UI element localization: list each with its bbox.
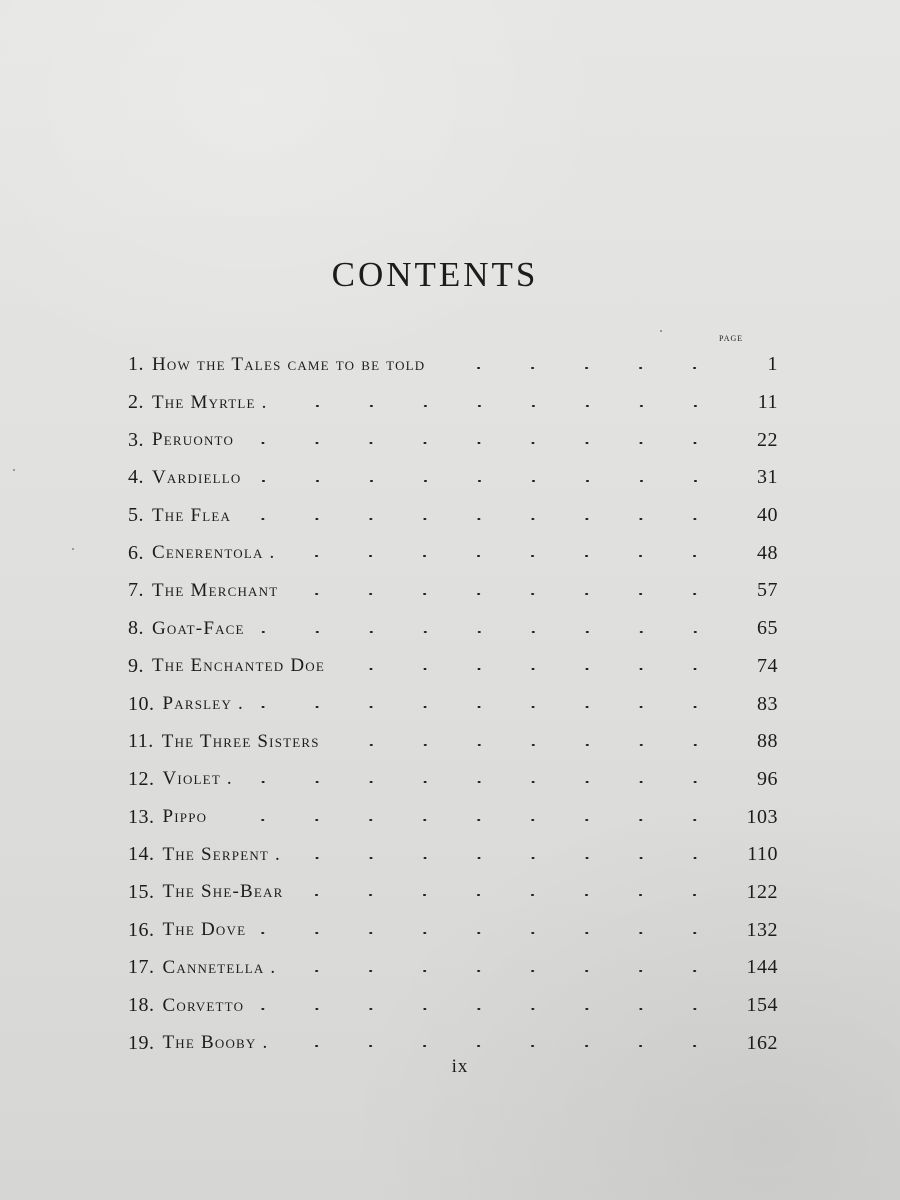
entry-number: 17. [128, 956, 155, 979]
entry-page: 154 [746, 994, 778, 1017]
entry-title: Violet . [162, 768, 233, 790]
entry-page: 122 [746, 880, 778, 903]
entry-page: 40 [757, 504, 778, 527]
entry-page: 22 [757, 428, 778, 451]
entry-page: 1 [767, 353, 778, 376]
entry-number: 2. [128, 391, 144, 414]
dot-leader [291, 857, 722, 859]
dot-leader [286, 970, 722, 972]
entry-title: Peruonto [152, 429, 235, 451]
entry-number: 8. [128, 617, 144, 640]
entry-page: 57 [757, 579, 778, 602]
paper-speck [660, 330, 662, 332]
entry-number: 7. [128, 579, 144, 602]
dot-leader [217, 819, 722, 821]
entry-number: 3. [128, 428, 144, 451]
entry-page: 11 [757, 391, 778, 414]
entry-page: 48 [757, 541, 778, 564]
entry-title: Goat-Face [152, 617, 245, 639]
dot-leader [335, 668, 722, 670]
dot-leader [254, 1008, 722, 1010]
entry-number: 1. [128, 353, 144, 376]
entry-number: 15. [128, 880, 155, 903]
entry-page: 31 [757, 466, 778, 489]
entry-number: 9. [128, 654, 144, 677]
entry-page: 74 [757, 654, 778, 677]
page-column-label: page [719, 332, 744, 344]
toc-entry-6 [128, 534, 778, 572]
dot-leader [254, 706, 722, 708]
paper-speck [13, 469, 15, 471]
dot-leader [435, 367, 722, 369]
dot-leader [256, 932, 722, 934]
toc-entry-16 [128, 911, 778, 949]
entry-number: 11. [128, 730, 154, 753]
toc-entry-18 [128, 987, 778, 1025]
toc-entry-17 [128, 949, 778, 987]
toc-entry-3 [128, 421, 778, 459]
entry-number: 12. [128, 767, 155, 790]
dot-leader [241, 518, 722, 520]
entry-number: 18. [128, 994, 155, 1017]
toc-entry-15 [128, 874, 778, 912]
entry-number: 4. [128, 466, 144, 489]
entry-page: 83 [757, 692, 778, 715]
entry-number: 16. [128, 918, 155, 941]
entry-number: 14. [128, 843, 155, 866]
toc-entry-13 [128, 798, 778, 836]
toc-entry-10 [128, 685, 778, 723]
entry-title: Cannetella . [162, 956, 277, 978]
toc-entry-9 [128, 648, 778, 686]
page-folio: ix [451, 1056, 469, 1077]
dot-leader [255, 631, 722, 633]
entry-page: 103 [746, 805, 778, 828]
entry-title: The Serpent . [162, 843, 281, 865]
entry-number: 6. [128, 541, 144, 564]
toc-entry-7 [128, 572, 778, 610]
entry-number: 19. [128, 1031, 155, 1054]
toc-entry-2 [128, 384, 778, 422]
toc-entry-12 [128, 761, 778, 799]
entry-title: Cenerentola . [152, 542, 276, 564]
dot-leader [252, 480, 722, 482]
dot-leader [330, 744, 722, 746]
entry-title: The Dove [162, 919, 247, 941]
entry-title: The Merchant [152, 579, 279, 601]
toc-entry-4 [128, 459, 778, 497]
paper-speck [72, 548, 74, 550]
entry-title: The Flea [152, 504, 232, 526]
entry-title: The Enchanted Doe [152, 655, 325, 677]
entry-page: 88 [757, 730, 778, 753]
entry-page: 110 [747, 843, 778, 866]
entry-number: 5. [128, 504, 144, 527]
table-of-contents [128, 346, 778, 1062]
entry-title: The Booby . [162, 1032, 269, 1054]
dot-leader [243, 781, 722, 783]
dot-leader [244, 442, 722, 444]
entry-title: The Myrtle . [152, 391, 268, 413]
toc-entry-5 [128, 497, 778, 535]
entry-page: 162 [746, 1031, 778, 1054]
toc-entry-11 [128, 723, 778, 761]
entry-page: 96 [757, 767, 778, 790]
entry-number: 10. [128, 692, 155, 715]
entry-title: The She-Bear [162, 881, 284, 903]
entry-number: 13. [128, 805, 155, 828]
entry-title: The Three Sisters [161, 730, 320, 752]
toc-entry-14 [128, 836, 778, 874]
entry-page: 132 [746, 918, 778, 941]
entry-title: Pippo [162, 806, 208, 828]
entry-title: How the Tales came to be told [152, 353, 426, 375]
toc-entry-8 [128, 610, 778, 648]
entry-title: Parsley . [162, 693, 244, 715]
page-title: CONTENTS [331, 255, 539, 294]
dot-leader [278, 405, 722, 407]
dot-leader [278, 1045, 722, 1047]
entry-title: Corvetto [162, 994, 245, 1016]
entry-page: 144 [746, 956, 778, 979]
dot-leader [285, 555, 722, 557]
dot-leader [288, 593, 722, 595]
toc-entry-1 [128, 346, 778, 384]
entry-title: Vardiello [152, 466, 242, 488]
entry-page: 65 [757, 617, 778, 640]
dot-leader [293, 894, 722, 896]
